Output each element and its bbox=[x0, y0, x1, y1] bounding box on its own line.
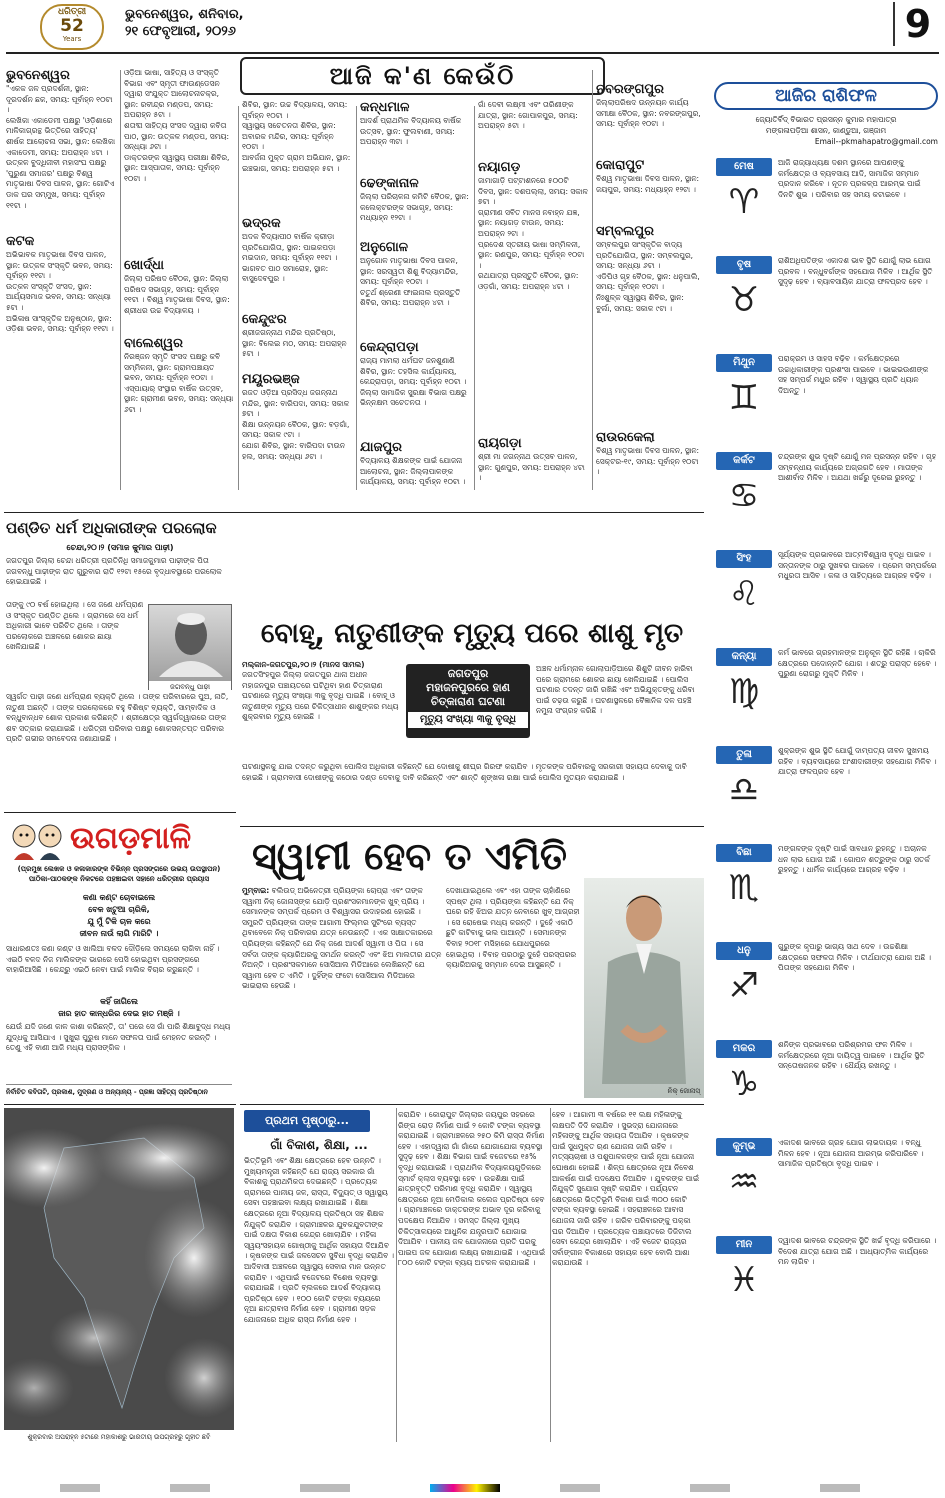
zodiac-symbol-icon: ♎ bbox=[728, 770, 760, 810]
events-column-4 bbox=[360, 100, 470, 500]
print-mark bbox=[300, 1484, 350, 1492]
event-text: ବିଶ୍ୱ ମାତୃଭାଷା ଦିବସ ପାଳନ, ସ୍ଥାନ: ଜୟପୁର, ସମୟ: ମଧ୍ୟାହ୍ନ ୧୨ଟା । bbox=[596, 174, 700, 194]
front-page-continued bbox=[240, 1108, 704, 1444]
obituary-dateline: ଚେନ୍ଦା,୨୦।୨ (ସମାଜ କୁମାର ପାଢ଼ୀ) bbox=[66, 543, 174, 552]
section-rule bbox=[240, 826, 704, 827]
obituary-text-bottom: ସ୍ୱର୍ଗତ ପାଢ଼ୀ ଜଣେ ଧର୍ମପ୍ରାଣ ବ୍ୟକ୍ତି ଥିଲେ । ତାଙ୍କ ପରିବାରରେ ପୁଅ, ନାତି, ନାତୁଣୀ ଅଛନ୍ତି । ତାଙ୍କ ପରଲୋକରେ ବହୁ ବିଶିଷ୍ଟ ବ୍ୟକ୍ତି, ସାମ୍ବାଦିକ ଓ ବନ୍ଧୁବାନ୍ଧବ ଶୋକ ପ୍ରକାଶ କରିଛନ୍ତି । ଶ୍ରୀକ୍ଷେତ୍ର ସ୍ୱର୍ଗଦ୍ୱାରରେ ତାଙ୍କ ଶବ ସତ୍କାର କରାଯାଇଛି । ଧରିତ୍ରୀ ପରିବାର ପକ୍ଷରୁ ଶୋକସନ୍ତପ୍ତ ପରିବାର ପ୍ରତି ଗଭୀର ସମବେଦନା ଜଣାଯାଇଛି । bbox=[6, 692, 229, 744]
event-text: ଶ୍ରୀ ମା ଜଗନ୍ନାଥ ଉତ୍ସବ ପାଳନ, ସ୍ଥାନ: ଗୁଣପୁର, ସମୟ: ଅପରାହ୍ନ ୪ଟା । bbox=[478, 452, 585, 483]
cartoon-figures bbox=[8, 820, 68, 860]
column-divider bbox=[120, 70, 121, 490]
main-story-text-2: ଅଞ୍ଚଳ ଧର୍ମାମ୍ନାଳ ଗୋଲାପାଡ଼ିଆରେ ଶିଶୁଟି ଜୀବନ ହାରିବା ପରେ ଗ୍ରାମରେ ଶୋକର ଛାୟା ଖେଳିଯାଇଛି । ପୋଲିସ ଘଟଣାର ତଦନ୍ତ ଜାରି ରଖିଛି ଏବଂ ଅଭିଯୁକ୍ତଙ୍କୁ ଧରିବା ପାଇଁ ଚଢ଼ଉ କରୁଛି । ଘଟଣାସ୍ଥଳରେ ବୈଜ୍ଞାନିକ ଦଳ ପହଞ୍ଚି ନମୁନା ସଂଗ୍ରହ କରିଛି । bbox=[536, 664, 695, 716]
zodiac-label-box: ମେଷ bbox=[716, 158, 772, 176]
zodiac-row bbox=[710, 352, 942, 446]
event-text: ଓଡ଼ିଆ ଭାଷା, ସାହିତ୍ୟ ଓ ସଂସ୍କୃତି ବିଭାଗ ଏବଂ ସ୍ମୃତୀ ଫାଉଣ୍ଡେସନ ଦ୍ୱାରା ସଂଯୁକ୍ତ ଆଲୋଚନାଚକ୍ର, ସ୍ଥାନ: ରବୀନ୍ଦ୍ର ମଣ୍ଡପ, ସମୟ: ଅପରାହ୍ନ ୫ଟା । ଶତାବ୍ଦୀ ସାହିତ୍ୟ ସଂସଦ ଦ୍ୱାରା କବିତା ପାଠ, ସ୍ଥାନ: ଉତ୍କଳ ମଣ୍ଡପ, ସମୟ: ସନ୍ଧ୍ୟା ୬ଟା । ଡାକ୍ତରଙ୍କ ସ୍ୱାସ୍ଥ୍ୟ ପରୀକ୍ଷା ଶିବିର, ସ୍ଥାନ: ଆସ୍ପାତାଳ, ସମୟ: ପୂର୍ବାହ୍ନ ୧୦ଟା । bbox=[124, 68, 230, 183]
front-page-label-box bbox=[244, 1110, 370, 1132]
city-heading: ବାଲେଶ୍ୱର bbox=[124, 336, 183, 351]
zodiac-row bbox=[710, 1234, 942, 1328]
celebrity-dateline: ମୁମ୍ବାଇ: bbox=[242, 886, 270, 895]
masthead-rule bbox=[6, 52, 939, 54]
front-page-col-3: ହେବ । ଆଗାମୀ ୩ ବର୍ଷରେ ୧୧ ଲକ୍ଷ ମହିଳାଙ୍କୁ ଲକ୍ଷପତି ଦିଦି କରାଯିବ । ସୁଭଦ୍ରା ଯୋଜନାରେ ମହିଳାଙ୍କୁ ଆର୍ଥିକ ସହାୟତା ଦିଆଯିବ । କୃଷକଙ୍କ ପାଇଁ ସୁଧମୁକ୍ତ ଋଣ ଯୋଜନା ଜାରି ରହିବ । ମତ୍ସ୍ୟଚାଷୀ ଓ ପଶୁପାଳକଙ୍କ ପାଇଁ ନୂଆ ଯୋଜନା ଘୋଷଣା ହୋଇଛି । ଶିଳ୍ପ କ୍ଷେତ୍ରରେ ନୂଆ ନିବେଶ ଆକର୍ଷଣ ପାଇଁ ପଦକ୍ଷେପ ନିଆଯିବ । ଯୁବକଙ୍କ ପାଇଁ ନିଯୁକ୍ତି ସୁଯୋଗ ସୃଷ୍ଟି କରାଯିବ । ପର୍ଯ୍ୟଟନ କ୍ଷେତ୍ରରେ ଭିତ୍ତିଭୂମି ବିକାଶ ପାଇଁ ୩୦୦ କୋଟି ଟଙ୍କା ବ୍ୟବସ୍ଥା ହୋଇଛି । ସହରାଞ୍ଚଳରେ ଆବାସ ଯୋଜନା ଜାରି ରହିବ । ଗରିବ ପରିବାରଙ୍କୁ ପକ୍କା ଘର ଦିଆଯିବ । ପ୍ରତ୍ୟେକ ପଞ୍ଚାୟତରେ ଡିଜିଟାଲ ସେବା କେନ୍ଦ୍ର ଖୋଲାଯିବ । ଏହି ବଜେଟ ରାଜ୍ୟର ସର୍ବାଙ୍ଗୀନ ବିକାଶରେ ସହାୟକ ହେବ ବୋଲି ଆଶା କରାଯାଉଛି । bbox=[552, 1110, 700, 1268]
zodiac-row bbox=[710, 548, 942, 642]
cartoon-title: ଉଗଡ଼ମାଳି bbox=[70, 821, 192, 856]
event-text: ସମ୍ବଲପୁର ସାଂସ୍କୃତିକ ବାଦ୍ୟ ପ୍ରତିଯୋଗିତା, ସ୍ଥାନ: ସମ୍ବଲପୁର, ସମୟ: ସନ୍ଧ୍ୟା ୬ଟା । ଏଡିପିଓ ଗୃହ ବୈଠକ, ସ୍ଥାନ: ଧନୁପାଲି, ସମୟ: ପୂର୍ବାହ୍ନ ୧୦ଟା । ନିଃଶୁଳ୍କ ସ୍ୱାସ୍ଥ୍ୟ ଶିବିର, ସ୍ଥାନ: ବୁର୍ଲା, ସମୟ: ସକାଳ ୯ଟା । bbox=[596, 240, 700, 313]
city-heading: କେନ୍ଦ୍ରାପଡ଼ା bbox=[360, 340, 419, 355]
zodiac-label-box: ତୁଳା bbox=[716, 746, 772, 764]
cartoon-verse bbox=[6, 892, 232, 940]
print-marks bbox=[0, 1480, 945, 1498]
event-text: ବିଶ୍ୱ ମାତୃଭାଷା ଦିବସ ପାଳନ, ସ୍ଥାନ: ସେକ୍ଟର-୧୯, ସମୟ: ପୂର୍ବାହ୍ନ ୧୦ଟା । bbox=[596, 446, 700, 477]
zodiac-symbol-icon: ♉ bbox=[728, 280, 760, 320]
print-mark bbox=[170, 1484, 210, 1492]
satellite-map-icon bbox=[4, 1108, 234, 1430]
astrologer-address: ମଙ୍ଗଳାପଡ଼ିଆ ଶାସନ, କାଣ୍ଡୁଆ, ଗଞ୍ଜାମ bbox=[765, 126, 887, 135]
city-heading: ନୟାଗଡ଼ bbox=[478, 160, 521, 175]
column-divider bbox=[550, 1108, 551, 1442]
zodiac-forecast-text: କର୍ମ ଭାବରେ ଗ୍ରହମାନଙ୍କ ଅନୁକୂଳ ସ୍ଥିତି ରହିଛି । ଚାକିରି କ୍ଷେତ୍ରରେ ପଦୋନ୍ନତି ଯୋଗ । ଶତ୍ରୁ ପରାସ୍ତ ହେବେ । ପୁରୁଣା ରୋଗରୁ ମୁକ୍ତି ମିଳିବ । bbox=[778, 648, 937, 679]
zodiac-forecast-text: ଏକାଦଶ ଭାବରେ ଗ୍ରହ ଯୋଗ ଲାଭଦାୟକ । ବନ୍ଧୁ ମିଳନ ହେବ । ନୂଆ ଯୋଜନା ଆରମ୍ଭ କରିପାରିବେ । ସାମାଜିକ ପ୍ରତିଷ୍ଠା ବୃଦ୍ଧି ପାଇବ । bbox=[778, 1138, 924, 1169]
print-color-bar bbox=[430, 1484, 500, 1492]
zodiac-row bbox=[710, 254, 942, 348]
zodiac-forecast-text: ଦ୍ୱାଦଶ ଭାବରେ ଚନ୍ଦ୍ରଙ୍କ ସ୍ଥିତି ଖର୍ଚ୍ଚ ବୃଦ୍ଧି କରିପାରେ । ବିଦେଶ ଯାତ୍ରା ଯୋଗ ଅଛି । ଆଧ୍ୟାତ୍ମିକ କାର୍ଯ୍ୟରେ ମନ ଲାଗିବ । bbox=[778, 1236, 937, 1267]
celebrity-photo bbox=[584, 878, 704, 1098]
logo bbox=[40, 4, 104, 50]
astrologer-info bbox=[714, 114, 938, 147]
zodiac-row bbox=[710, 156, 942, 250]
city-heading: ଢେଙ୍କାନାଳ bbox=[360, 176, 419, 191]
masthead bbox=[0, 0, 945, 54]
section-rule bbox=[240, 1104, 704, 1105]
zodiac-row bbox=[710, 842, 942, 936]
celebrity-story bbox=[240, 830, 704, 1100]
zodiac-forecast-text: ଗୁରୁଙ୍କ କୃପାରୁ ଭାଗ୍ୟ ସାଥ ଦେବ । ଉଚ୍ଚଶିକ୍ଷା କ୍ଷେତ୍ରରେ ସଫଳତା ମିଳିବ । ତୀର୍ଥଯାତ୍ରା ଯୋଗ ଅଛି । ପିତାଙ୍କ ସହଯୋଗ ମିଳିବ । bbox=[778, 942, 931, 973]
event-text: ଜିଲ୍ଲା ପରିଚାଳନା କମିଟି ବୈଠକ, ସ୍ଥାନ: କଲେକ୍ଟରଙ୍କ ସଭାଗୃହ, ସମୟ: ମଧ୍ୟାହ୍ନ ୧୨ଟା । bbox=[360, 192, 469, 223]
city-heading: ରାଉରକେଲା bbox=[596, 430, 655, 445]
main-story-text-3: ଘଟଣାସ୍ଥଳକୁ ଯାଇ ତଦନ୍ତ କରୁଥିବା ପୋଲିସ ଅଧିକାରୀ କହିଛନ୍ତି ଯେ ଦୋଷୀକୁ ଶୀଘ୍ର ଗିରଫ କରାଯିବ । ମୃତକଙ୍କ ପରିବାରକୁ ସରକାରୀ ସହାୟତା ଦେବାକୁ ଦାବି ହୋଇଛି । ଗ୍ରାମବାସୀ ଦୋଷୀଙ୍କୁ କଠୋର ଦଣ୍ଡ ଦେବାକୁ ଦାବି କରିଛନ୍ତି ଏବଂ ଶାନ୍ତି ଶୃଙ୍ଖଳା ରକ୍ଷା ପାଇଁ ପୋଲିସ ମୁତୟନ କରାଯାଇଛି । bbox=[242, 762, 687, 782]
box-line-3: ଚିତ୍କାରାଣ ଘଟଣା bbox=[430, 695, 506, 708]
dateline-date: ୨୧ ଫେବୃଆରୀ, ୨୦୨୬ bbox=[125, 24, 236, 39]
page-number: 9 bbox=[893, 2, 941, 46]
event-text: ନିରଞ୍ଜନ ସ୍ମୃତି ସଂସଦ ପକ୍ଷରୁ କବି ସମ୍ମିଳନୀ, ସ୍ଥାନ: ଗ୍ରାମପଞ୍ଚାୟତ ଭବନ, ସମୟ: ପୂର୍ବାହ୍ନ ୧୦ଟା । ଏସ୍ପାୟାର୍ ସଂସ୍ଥାର ବାର୍ଷିକ ଉତ୍ସବ, ସ୍ଥାନ: ଗ୍ରାମୀଣ ଭବନ, ସମୟ: ସନ୍ଧ୍ୟା ୬ଟା । bbox=[124, 352, 234, 414]
celebrity-headline: ସ୍ୱାମୀ ହେବ ତ ଏମିତି bbox=[252, 834, 567, 878]
zodiac-label-box: ମିଥୁନ bbox=[716, 354, 772, 372]
cartoon-verse-2 bbox=[6, 996, 232, 1020]
cartoon-subtitle-1: (ପ୍ରମୁଖ ଲେଖକ ଓ କଳାକାରଙ୍କ ବିଭିନ୍ନ ପ୍ରସଙ୍ଗରେ ଉଭୟ ଉପସ୍ଥାପନ) bbox=[17, 865, 221, 873]
zodiac-label-box: ମକର bbox=[716, 1040, 772, 1058]
rashifala-title: ଆଜିର ରାଶିଫଳ bbox=[775, 86, 877, 106]
zodiac-label-box: ମୀନ bbox=[716, 1236, 772, 1254]
astrologer-email: Email--pkmahapatro@gmail.com bbox=[814, 137, 938, 146]
city-heading: କେନ୍ଦୁଝର bbox=[242, 312, 287, 327]
zodiac-list bbox=[710, 156, 942, 1411]
astrologer-name: ଜ୍ୟୋତିର୍ବିଦ୍ ବିଭାରତ ପ୍ରସନ୍ନ କୁମାର ମହାପାତ୍ର bbox=[755, 115, 897, 124]
zodiac-label-box: ବୃଷ bbox=[716, 256, 772, 274]
obituary-text-left: ତାଙ୍କୁ ୯୦ ବର୍ଷ ହୋଇଥିଲା । ସେ ଜଣେ ଧର୍ମପ୍ରାଣ ଓ ସଂସ୍କୃତ ପଣ୍ଡିତ ଥିଲେ । ଗ୍ରାମରେ ସେ ଧର୍ମ ଅଧିକାରୀ ଭାବେ ପରିଚିତ ଥିଲେ । ତାଙ୍କ ପରଲୋକରେ ଅଞ୍ଚଳରେ ଶୋକର ଛାୟା ଖେଳିଯାଇଛି । bbox=[6, 600, 144, 652]
obituary-section bbox=[0, 512, 236, 810]
rashifala-title-bar bbox=[714, 82, 938, 110]
rashifala-section bbox=[710, 56, 942, 1411]
celebrity-text-1: ମୁମ୍ବାଇ: ବଲିଉଡ୍ ଅଭିନେତ୍ରୀ ପ୍ରିୟଙ୍କା ଚୋପ୍ରା ଏବଂ ତାଙ୍କ ସ୍ୱାମୀ ନିକ୍ ଜୋନାସ୍‌ଙ୍କ ଯୋଡ଼ି ପ୍ରଶଂସକମାନଙ୍କ ଖୁବ୍ ପ୍ରିୟ । ସେମାନଙ୍କ ସମ୍ପର୍କ ପ୍ରେମ ଓ ବିଶ୍ୱାସର ଉଦାହରଣ ହୋଇଛି । ସମ୍ପ୍ରତି ପ୍ରିୟଙ୍କା ତାଙ୍କ ଆଗାମୀ ଫିଲ୍ମର ସୁଟିଂରେ ବ୍ୟସ୍ତ ଥିବାବେଳେ ନିକ୍ ପରିବାରର ଯତ୍ନ ନେଉଛନ୍ତି । ଏକ ସାକ୍ଷାତକାରରେ ପ୍ରିୟଙ୍କା କହିଛନ୍ତି ଯେ ନିକ୍ ଜଣେ ଆଦର୍ଶ ସ୍ୱାମୀ ଓ ପିତା । ସେ ସର୍ବଦା ତାଙ୍କ କ୍ୟାରିଅରକୁ ସମର୍ଥନ କରନ୍ତି ଏବଂ ଝିଅ ମାଲତୀର ଯତ୍ନ ନିଅନ୍ତି । ପ୍ରଶଂସକମାନେ ସୋସିଆଲ ମିଡିଆରେ ଲେଖିଛନ୍ତି ଯେ ସ୍ୱାମୀ ହେବ ତ ଏମିତି । ଦୁହିଁଙ୍କ ଫଟୋ ସୋସିଆଲ ମିଡିଆରେ ଭାଇରାଲ ହେଉଛି । bbox=[242, 886, 442, 991]
dateline bbox=[125, 6, 345, 40]
portrait-icon bbox=[149, 605, 233, 677]
satellite-image bbox=[4, 1108, 234, 1430]
event-text: ଜାମାଗାଡ଼ି ପଟ୍ଟାଶନରେ ୫୦୦ଟି ଦିବସ, ସ୍ଥାନ: ଦଶପଲ୍ଲା, ସମୟ: ସକାଳ ୭ଟା । ଗ୍ରାମୀଣ ସବିତ ମାନସ ନବାହ୍ନ ଯଜ୍ଞ, ସ୍ଥାନ: ନୟାଗଡ଼ ଟାଉନ, ସମୟ: ଅପରାହ୍ନ ୨ଟା । ପ୍ରଦେଶ ସ୍ତରୀୟ ଭାଷା ସମ୍ମିଳନୀ, ସ୍ଥାନ: ରଣପୁର, ସମୟ: ପୂର୍ବାହ୍ନ ୧୦ଟା । ରଥଯାତ୍ରା ପ୍ରସ୍ତୁତି ବୈଠକ, ସ୍ଥାନ: ଓଡ଼ଗାଁ, ସମୟ: ଅପରାହ୍ନ ୪ଟା । bbox=[478, 176, 588, 291]
event-text: ଜିଲ୍ଲାପରିଷଦ ଉନ୍ନୟନ କାର୍ଯ୍ୟ ସମୀକ୍ଷା ବୈଠକ, ସ୍ଥାନ: ନବରଙ୍ଗପୁର, ସମୟ: ପୂର୍ବାହ୍ନ ୧୦ଟା । bbox=[596, 98, 701, 129]
events-column-6 bbox=[596, 70, 702, 500]
event-text: ଅନୁଗୋଳ ମାତୃଭାଷା ଦିବସ ପାଳନ, ସ୍ଥାନ: ସରସ୍ୱତୀ ଶିଶୁ ବିଦ୍ୟାମନ୍ଦିର, ସମୟ: ପୂର୍ବାହ୍ନ ୧୦ଟା । ଚତୁର୍ଥ ଶ୍ରେଣୀ ଫାଇନାଲ ପ୍ରସ୍ତୁତି ଶିବିର, ସମୟ: ଅପରାହ୍ନ ୪ଟା । bbox=[360, 256, 461, 308]
person-photo-icon bbox=[584, 878, 704, 1084]
zodiac-symbol-icon: ♈ bbox=[728, 182, 760, 222]
event-text: ଆଦର୍ଶ ପ୍ରାଥମିକ ବିଦ୍ୟାଳୟ ବାର୍ଷିକ ଉତ୍ସବ, ସ୍ଥାନ: ଫୁଲବାଣୀ, ସମୟ: ଅପରାହ୍ନ ୩ଟା । bbox=[360, 116, 462, 147]
city-heading: ଯାଜପୁର bbox=[360, 440, 403, 455]
main-story-box bbox=[406, 664, 530, 738]
main-story bbox=[240, 612, 704, 818]
section-rule bbox=[4, 812, 236, 813]
event-text: ରଜତ ଓଡ଼ିଆ ପ୍ରସିଦ୍ଧ ଜଗନ୍ନାଥ ମନ୍ଦିର, ସ୍ଥାନ: ବାରିପଦା, ସମୟ: ସକାଳ ୭ଟା । ଶିକ୍ଷା ଉନ୍ନୟନ ବୈଠକ, ସ୍ଥାନ: ବଡ଼ଗାଁ, ସମୟ: ସକାଳ ୯ଟା । ଯୋଗ ଶିବିର, ସ୍ଥାନ: ବାରିପଦା ଟାଉନ ହଲ, ସମୟ: ସନ୍ଧ୍ୟା ୬ଟା । bbox=[242, 388, 350, 461]
event-text: ଅଭିଭାବକ ମାତୃଭାଷା ଦିବସ ପାଳନ, ସ୍ଥାନ: ଉତ୍କଳ ସଂସ୍କୃତି ଭବନ, ସମୟ: ପୂର୍ବାହ୍ନ ୧୧ଟା । ଉତ୍କଳ ସଂସ୍କୃତି ସଂସଦ, ସ୍ଥାନ: ଆର୍ଯ୍ୟସମାଜ ଭବନ, ସମୟ: ସନ୍ଧ୍ୟା ୫ଟା । ଅଭିଳାଷ ସାଂସ୍କୃତିକ ଅନୁଷ୍ଠାନ, ସ୍ଥାନ: ଓଡ଼ିଶା ଭବନ, ସମୟ: ପୂର୍ବାହ୍ନ ୧୧ଟା । bbox=[6, 250, 114, 334]
celebrity-text-2: ଦେଖାଯାଇଥିଲେ ଏବଂ ଏହା ତାଙ୍କ ଚାହାଁଣିରେ ସ୍ପଷ୍ଟ ଥିଲା । ପ୍ରିୟଙ୍କା କହିଛନ୍ତି ଯେ ନିକ୍ ଘରେ ରହି ଝିଅର ଯତ୍ନ ନେବାରେ ଖୁବ୍ ଆଗ୍ରହୀ । ସେ ରୋଷେଇ ମଧ୍ୟ କରନ୍ତି । ଦୁହେଁ ଏକାଠି ଛୁଟି କାଟିବାକୁ ଭଲ ପାଆନ୍ତି । ସେମାନଙ୍କ ବିବାହ ୨୦୧୮ ମସିହାରେ ଯୋଧପୁରରେ ହୋଇଥିଲା । ବିବାହ ପରଠାରୁ ଦୁହେଁ ପରସ୍ପରର କ୍ୟାରିଅରକୁ ସମ୍ମାନ ଦେଇ ଆସୁଛନ୍ତି । bbox=[446, 886, 580, 970]
city-heading: ରାୟଗଡ଼ା bbox=[478, 436, 522, 451]
city-heading: ଅନୁଗୋଳ bbox=[360, 240, 409, 255]
zodiac-row bbox=[710, 1136, 942, 1230]
zodiac-forecast-text: ଶୁକ୍ରଙ୍କ ଶୁଭ ସ୍ଥିତି ଯୋଗୁଁ ଦାମ୍ପତ୍ୟ ଜୀବନ ସୁଖମୟ ରହିବ । ବ୍ୟବସାୟରେ ଅଂଶୀଦାରୀଙ୍କ ସହଯୋଗ ମିଳିବ । ଯାତ୍ରା ଫଳପ୍ରଦ ହେବ । bbox=[778, 746, 937, 777]
column-divider bbox=[592, 70, 593, 490]
cartoon-faces-icon bbox=[8, 820, 68, 860]
column-divider bbox=[238, 106, 239, 490]
verse-line: ବେଳ ଖଟୁଆ ଚାରିକି, bbox=[88, 905, 150, 914]
events-column-1 bbox=[6, 68, 116, 503]
zodiac-label-box: କୁମ୍ଭ bbox=[716, 1138, 772, 1156]
zodiac-forecast-text: ଚନ୍ଦ୍ରଙ୍କ ଶୁଭ ଦୃଷ୍ଟି ଯୋଗୁଁ ମନ ପ୍ରସନ୍ନ ରହିବ । ଗୃହ ସମ୍ବନ୍ଧୀୟ କାର୍ଯ୍ୟରେ ଅଗ୍ରଗତି ହେବ । ମାତାଙ୍କ ଆଶୀର୍ବାଦ ମିଳିବ । ଅଯଥା ଖର୍ଚ୍ଚରୁ ଦୂରେଇ ରୁହନ୍ତୁ । bbox=[778, 452, 937, 483]
zodiac-symbol-icon: ♋ bbox=[728, 476, 760, 516]
zodiac-label-box: ଧନୁ bbox=[716, 942, 772, 960]
event-text: ଜିଲ୍ଲା ପରିଷଦ ବୈଠକ, ସ୍ଥାନ: ଜିଲ୍ଲା ପରିଷଦ ସଭାଗୃହ, ସମୟ: ପୂର୍ବାହ୍ନ ୧୧ଟା । ବିଶ୍ୱ ମାତୃଭାଷା ଦିବସ, ସ୍ଥାନ: ଶ୍ରୀଧର ଉଚ୍ଚ ବିଦ୍ୟାଳୟ । bbox=[124, 274, 230, 315]
event-text: ଗାଁ ଦେବୀ ଲକ୍ଷ୍ମୀ ଏବଂ ତାରିଣୀଙ୍କ ଯାତ୍ରା, ସ୍ଥାନ: ଗୋପାଳପୁର, ସମୟ: ଅପରାହ୍ନ ୫ଟା । bbox=[478, 100, 578, 131]
column-divider bbox=[356, 106, 357, 490]
print-mark bbox=[820, 1484, 860, 1492]
column-divider bbox=[474, 106, 475, 490]
zodiac-row bbox=[710, 646, 942, 740]
verse-line: ଜାର ହାତ କାନ୍ଧରିର ଦେଇ ହାତ ମଞ୍ଜି । bbox=[58, 1009, 180, 1018]
zodiac-row bbox=[710, 450, 942, 544]
zodiac-symbol-icon: ♐ bbox=[728, 966, 760, 1006]
zodiac-label-box: ସିଂହ bbox=[716, 550, 772, 568]
event-text: ଅଦକ ବିଦ୍ୟାପୀଠ ବାର୍ଷିକ କ୍ରୀଡ଼ା ପ୍ରତିଯୋଗିତା, ସ୍ଥାନ: ପାଇକପଡ଼ା ମଇଦାନ, ସମୟ: ପୂର୍ବାହ୍ନ ୧୧ଟା । ଭାଗବତ ପାଠ ସମାରୋହ, ସ୍ଥାନ: ବାସୁଦେବପୁର । bbox=[242, 232, 338, 284]
obituary-photo bbox=[148, 604, 232, 690]
zodiac-forecast-text: ରାଶିଅଧିପତିଙ୍କ ଏକାଦଶ ଭାବ ସ୍ଥିତି ଯୋଗୁଁ ଲାଭ ଯୋଗ ପ୍ରବଳ । ବନ୍ଧୁବର୍ଗଙ୍କ ସହଯୋଗ ମିଳିବ । ଆର୍ଥିକ ସ୍ଥିତି ସୁଦୃଢ଼ ହେବ । ବ୍ୟାବସାୟିକ ଯାତ୍ରା ଫଳପ୍ରଦ ହେବ । bbox=[778, 256, 933, 287]
city-heading: ଭୁବନେଶ୍ୱର bbox=[6, 68, 70, 83]
verse-line: ଜୀବନ ନାଉଁ ଲାଗି ମାରିଟି । bbox=[79, 929, 159, 938]
events-column-3 bbox=[242, 100, 352, 500]
event-text: ବିଦ୍ୟାଳୟ ଶିକ୍ଷକଙ୍କ ପାଇଁ ଯୋଜନା ଆଲୋଚନା, ସ୍ଥାନ: ଜିଲ୍ଲାପାଳଙ୍କ କାର୍ଯ୍ୟାଳୟ, ସମୟ: ପୂର୍ବାହ୍ନ ୧୦ଟା । bbox=[360, 456, 466, 487]
column-divider bbox=[396, 1108, 397, 1442]
box-line-2: ମହାଜନପୁରରେ ହାଣ bbox=[426, 681, 510, 694]
obituary-text-top: ଜଗତପୁର ଜିଲ୍ଲା ଚେନ୍ଦା ଧରିତ୍ରୀ ପ୍ରତିନିଧି ସମାଜକୁମାର ପାଢ଼ୀଙ୍କ ପିତା ଜଗବନ୍ଧୁ ପାଢ଼ୀଙ୍କ ରାତ ଗୁରୁବାର ରାତି ୧୨ଟା ୧୫ରେ ବୃଦ୍ଧାବସ୍ଥାରେ ପରଲୋକ ହୋଇଯାଇଛି । bbox=[6, 556, 222, 587]
print-mark bbox=[60, 1484, 100, 1492]
city-heading: କନ୍ଧମାଳ bbox=[360, 100, 410, 115]
logo-number: 52 bbox=[60, 16, 84, 36]
city-heading: ଖୋର୍ଦ୍ଧା bbox=[124, 258, 164, 273]
front-page-col-2: କରାଯିବ । କୋରାପୁଟ ଜିଲ୍ଲାର ଜୟପୁର ସହରରେ ରିଙ୍ଗ ରୋଡ଼ ନିର୍ମାଣ ପାଇଁ ୨ କୋଟି ଟଙ୍କା ବ୍ୟବସ୍ଥା କରାଯାଇଛି । ଗ୍ରାମାଞ୍ଚଳରେ ୨୫୦ କିମି ରାସ୍ତା ନିର୍ମାଣ ହେବ । ଏହାଦ୍ୱାରା ଗାଁ ଗାଁରେ ଯୋଗାଯୋଗ ବ୍ୟବସ୍ଥା ସୁଦୃଢ଼ ହେବ । ଶିକ୍ଷା ବିଭାଗ ପାଇଁ ବଜେଟରେ ୧୫% ବୃଦ୍ଧି କରାଯାଇଛି । ପ୍ରାଥମିକ ବିଦ୍ୟାଳୟଗୁଡ଼ିକରେ ସ୍ମାର୍ଟ କ୍ଲାସ ବ୍ୟବସ୍ଥା ହେବ । ଉଚ୍ଚଶିକ୍ଷା ପାଇଁ ଛାତ୍ରବୃତ୍ତି ପରିମାଣ ବୃଦ୍ଧି କରାଯିବ । ସ୍ୱାସ୍ଥ୍ୟ କ୍ଷେତ୍ରରେ ନୂଆ ମେଡିକାଲ କଲେଜ ପ୍ରତିଷ୍ଠା ହେବ । ଗ୍ରାମାଞ୍ଚଳରେ ଡାକ୍ତରଙ୍କ ଅଭାବ ଦୂର କରିବାକୁ ପଦକ୍ଷେପ ନିଆଯିବ । ସମସ୍ତ ଜିଲ୍ଲା ମୁଖ୍ୟ ଚିକିତ୍ସାଳୟରେ ଆଧୁନିକ ଯନ୍ତ୍ରପାତି ଯୋଗାଇ ଦିଆଯିବ । ପାନୀୟ ଜଳ ଯୋଜନାରେ ପ୍ରତି ଘରକୁ ପାଇପ ଜଳ ଯୋଗାଣ ଲକ୍ଷ୍ୟ ରଖାଯାଇଛି । ଏଥିପାଇଁ ୮୦୦ କୋଟି ଟଙ୍କା ବ୍ୟୟ ଅଟକଳ କରାଯାଇଛି । bbox=[398, 1110, 546, 1268]
zodiac-label-box: ବିଛା bbox=[716, 844, 772, 862]
weather-section bbox=[0, 1108, 236, 1444]
zodiac-label-box: କନ୍ୟା bbox=[716, 648, 772, 666]
zodiac-symbol-icon: ♏ bbox=[728, 868, 760, 908]
section-rule bbox=[4, 1104, 236, 1105]
event-text: ରାଜ୍ୟ ମାମଲା ଧର୍ମଘଟ ଜନଶୁଣାଣି ଶିବିର, ସ୍ଥାନ: ତହସିଲ କାର୍ଯ୍ୟାଳୟ, କେନ୍ଦ୍ରାପଡ଼ା, ସମୟ: ପୂର୍ବାହ୍ନ ୧୦ଟା । ଜିଲ୍ଲା ସାମାଜିକ ସୁରକ୍ଷା ବିଭାଗ ପକ୍ଷରୁ ଭିନ୍ନକ୍ଷମ ସଚେତନତା । bbox=[360, 356, 467, 408]
zodiac-symbol-icon: ♓ bbox=[728, 1260, 760, 1300]
zodiac-symbol-icon: ♑ bbox=[728, 1064, 760, 1104]
section-rule bbox=[4, 512, 704, 513]
city-heading: କଟକ bbox=[6, 234, 35, 249]
front-page-col-1: ଭିତ୍ତିଭୂମି ଏବଂ ଶିକ୍ଷା କ୍ଷେତ୍ରରେ ହେବ ଉନ୍ନତି । ମୁଖ୍ୟମନ୍ତ୍ରୀ କହିଛନ୍ତି ଯେ ରାଜ୍ୟ ସରକାର ଗାଁ ବିକାଶକୁ ପ୍ରାଥମିକତା ଦେଇଛନ୍ତି । ପ୍ରତ୍ୟେକ ଗ୍ରାମରେ ପାନୀୟ ଜଳ, ରାସ୍ତା, ବିଦ୍ୟୁତ୍ ଓ ସ୍ୱାସ୍ଥ୍ୟ ସେବା ପହଞ୍ଚାଇବା ଲକ୍ଷ୍ୟ ରଖାଯାଇଛି । ଶିକ୍ଷା କ୍ଷେତ୍ରରେ ନୂଆ ବିଦ୍ୟାଳୟ ପ୍ରତିଷ୍ଠା ସହ ଶିକ୍ଷକ ନିଯୁକ୍ତି କରାଯିବ । ଗ୍ରାମାଞ୍ଚଳର ଯୁବକଯୁବତୀଙ୍କ ପାଇଁ ଦକ୍ଷତା ବିକାଶ କେନ୍ଦ୍ର ଖୋଲାଯିବ । ମହିଳା ସ୍ୱୟଂସହାୟକ ଗୋଷ୍ଠୀକୁ ଆର୍ଥିକ ସହାୟତା ଦିଆଯିବ । କୃଷକଙ୍କ ପାଇଁ ଜଳସେଚନ ସୁବିଧା ବୃଦ୍ଧି କରାଯିବ । ଆଦିବାସୀ ଅଞ୍ଚଳରେ ସ୍ୱାସ୍ଥ୍ୟ ସେବାର ମାନ ଉନ୍ନତ କରାଯିବ । ଏଥିପାଇଁ ବଜେଟରେ ବିଶେଷ ବ୍ୟବସ୍ଥା କରାଯାଇଛି । ପ୍ରତି ବ୍ଲକରେ ଆଦର୍ଶ ବିଦ୍ୟାଳୟ ପ୍ରତିଷ୍ଠା ହେବ । ୧୦୦ କୋଟି ଟଙ୍କା ବ୍ୟୟରେ ନୂଆ ଛାତ୍ରାବାସ ନିର୍ମାଣ ହେବ । ଗ୍ରାମୀଣ ସଡ଼କ ଯୋଜନାରେ ଅଧିକ ରାସ୍ତା ନିର୍ମାଣ ହେବ । bbox=[244, 1156, 394, 1324]
zodiac-forecast-text: ଶନିଙ୍କ ପ୍ରଭାବରେ ପରିଶ୍ରମର ଫଳ ମିଳିବ । କର୍ମକ୍ଷେତ୍ରରେ ନୂଆ ଦାୟିତ୍ୱ ପାଇବେ । ଆର୍ଥିକ ସ୍ଥିତି ସନ୍ତୋଷଜନକ ରହିବ । ଧୈର୍ଯ୍ୟ ରଖନ୍ତୁ । bbox=[778, 1040, 925, 1071]
obituary-headline: ପଣ୍ଡିତ ଧର୍ମ ଅଧିକାରୀଙ୍କ ପରଲୋକ bbox=[6, 519, 217, 537]
print-mark bbox=[560, 1484, 600, 1492]
celebrity-photo-caption: ନିକ୍ ଜୋନାସ୍ bbox=[667, 1087, 700, 1095]
events-section bbox=[0, 56, 705, 506]
logo-text: ଧରିତ୍ରୀ bbox=[57, 7, 87, 17]
event-text: ଶିବିର, ସ୍ଥାନ: ଉଚ୍ଚ ବିଦ୍ୟାଳୟ, ସମୟ: ପୂର୍ବାହ୍ନ ୧୦ଟା । ସ୍ୱାସ୍ଥ୍ୟ ସଚେତନତା ଶିବିର, ସ୍ଥାନ: ଅବାରକ ମନ୍ଦିର, ସମୟ: ପୂର୍ବାହ୍ନ ୧୦ଟା । ଆବର୍ଜନା ମୁକ୍ତ ଗ୍ରାମ ଅଭିଯାନ, ସ୍ଥାନ: ଇଞ୍ଚଭାଗ, ସମୟ: ଅପରାହ୍ନ ୫ଟା । bbox=[242, 100, 351, 173]
obituary-photo-caption: ଜଗବନ୍ଧୁ ପାଢ଼ୀ bbox=[149, 681, 231, 693]
zodiac-forecast-text: ପରାକ୍ରମ ଓ ସାହସ ବଢ଼ିବ । କର୍ମକ୍ଷେତ୍ରରେ ଉଚ୍ଚାଧିକାରୀଙ୍କ ପ୍ରଶଂସା ପାଇବେ । ଭାଇଭଉଣୀଙ୍କ ସହ ସମ୍ପର୍କ ମଧୁର ରହିବ । ସ୍ୱାସ୍ଥ୍ୟ ପ୍ରତି ଧ୍ୟାନ ଦିଅନ୍ତୁ । bbox=[778, 354, 929, 395]
zodiac-symbol-icon: ♊ bbox=[728, 378, 760, 418]
zodiac-row bbox=[710, 744, 942, 838]
zodiac-forecast-text: ମଙ୍ଗଳଙ୍କ ଦୃଷ୍ଟି ପାଇଁ ସାବଧାନ ରୁହନ୍ତୁ । ଅଚାନକ ଧନ ଲାଭ ଯୋଗ ଅଛି । ଗୋପନ ଶତ୍ରୁଙ୍କ ଠାରୁ ସତର୍କ ରୁହନ୍ତୁ । ଧାର୍ମିକ କାର୍ଯ୍ୟରେ ଆଗ୍ରହ ବଢ଼ିବ । bbox=[778, 844, 930, 875]
main-story-headline: ବୋହୂ, ନାତୁଣୀଙ୍କ ମୃତ୍ୟୁ ପରେ ଶାଶୁ ମୃତ bbox=[260, 618, 684, 649]
cartoon-credit: ନିର୍ବାଚିତ କବିତାଟି, ପ୍ରକାଶ, ମୁଦ୍ରଣ ଓ ଅନ୍ୟାନ୍ୟ - ପ୍ରଜ୍ଞା ସାହିତ୍ୟ ପ୍ରତିଷ୍ଠାନ bbox=[6, 1084, 232, 1097]
front-page-label: ପ୍ରଥମ ପୃଷ୍ଠାରୁ... bbox=[265, 1114, 349, 1127]
zodiac-forecast-text: ଆଜି ରାଜ୍ୟାଧ୍ୟକ୍ଷ ଦଶମ ସ୍ଥାନରେ ଆପଣଙ୍କୁ କର୍ମକ୍ଷେତ୍ର ଓ ବ୍ୟବସାୟ ଆଦି, ସାମାଜିକ ସମ୍ମାନ ପ୍ରଦାନ କରିବେ । ନୂତନ ପ୍ରକଳ୍ପ ଆରମ୍ଭ ପାଇଁ ଦିନଟି ଶୁଭ । ପରିବାର ସହ ସମୟ କଟାଇବେ । bbox=[778, 158, 921, 199]
events-banner-title: ଆଜି କ'ଣ କେଉଁଠି bbox=[329, 62, 516, 90]
print-mark bbox=[690, 1484, 730, 1492]
verse-line: କଣା କଣ୍ଟ ଚୋବାଇଲେ bbox=[82, 893, 156, 902]
cartoon-section bbox=[0, 812, 236, 1102]
city-heading: ନବରଙ୍ଗପୁର bbox=[596, 82, 665, 97]
event-text: "ଏକକ ଜଳ ପ୍ରଦର୍ଶନୀ, ସ୍ଥାନ: ଦୂରଦର୍ଶନ ଛକ, ସମୟ: ପୂର୍ବାହ୍ନ ୧୦ଟା । ଲେଖିକା ଏକାଡେମୀ ପକ୍ଷରୁ 'ଓଡ଼ିଶାରେ ମାଳିକାଗ୍ରନ୍ଥ ଭିତ୍ତିରେ ସାହିତ୍ୟ' ଶୀର୍ଷକ ଆଲୋଚନା ସଭା, ସ୍ଥାନ: ଲେଖିକା ଏକାଡେମୀ, ସମୟ: ଅପରାହ୍ନ ୪ଟା । ଉତ୍କଳ ବୁଦ୍ଧିଜୀବୀ ମହାସଂଘ ପକ୍ଷରୁ 'ପୁରୁଣା ସମାଜର' ପକ୍ଷରୁ ବିଶ୍ୱ ମାତୃଭାଷା ଦିବସ ପାଳନ, ସ୍ଥାନ: ଗୋଟିଏ ଡାକ ଘର ସମ୍ମୁଖ, ସମୟ: ପୂର୍ବାହ୍ନ ୧୧ଟା । bbox=[6, 84, 116, 210]
city-heading: ଭଦ୍ରକ bbox=[242, 216, 281, 231]
verse-line: କହିଁ ଜାଗିଲେ bbox=[100, 997, 138, 1006]
logo-years: Years bbox=[62, 35, 82, 43]
events-column-5 bbox=[478, 100, 588, 500]
dateline-city: ଭୁବନେଶ୍ୱର, ଶନିବାର, bbox=[125, 7, 244, 22]
zodiac-symbol-icon: ♒ bbox=[728, 1162, 760, 1202]
main-story-text-1: ଜଗତସିଂହପୁର ଜିଲ୍ଲା ଜଗତପୁର ଥାନା ଅଧୀନ ମହାଜନପୁର ପଞ୍ଚାୟତରେ ଘଟିଥିବା ହାଣ ଚିତ୍କାରାଣ ଘଟଣାରେ ମୃତ୍ୟୁ ସଂଖ୍ୟା ୩କୁ ବୃଦ୍ଧି ପାଇଛି । ବୋହୂ ଓ ନାତୁଣୀଙ୍କ ମୃତ୍ୟୁ ପରେ ଚିକିତ୍ସାଧୀନ ଶାଶୁଙ୍କର ମଧ୍ୟ ଶୁକ୍ରବାର ମୃତ୍ୟୁ ହୋଇଛି । bbox=[242, 670, 399, 722]
cartoon-text-2: ଯେଉଁ ଯଦି ଜଣେ କାଳ କାଶା କରିଛନ୍ତି, ତା' ପରେ ସେ ଗାଁ ପାରି ଶିକ୍ଷାବୁଦ୍ଧ ମଧ୍ୟ ଯୁଦ୍ଧକୁ ଆସିଯାଏ । ସୁଖୁରା ପୁରୁଷ ମାନେ ସଫଳତା ପାଇଁ ମେହନତ କରନ୍ତି । ତେଣୁ ଏହି ବାଣୀ ଆଜି ମଧ୍ୟ ପ୍ରାସଙ୍ଗିକ । bbox=[6, 1022, 231, 1053]
zodiac-symbol-icon: ♌ bbox=[728, 574, 760, 614]
event-text: ଶ୍ରୀଜଗନ୍ନାଥ ମନ୍ଦିର ପ୍ରତିଷ୍ଠା, ସ୍ଥାନ: ବିଲେଇ ମଠ, ସମୟ: ଅପରାହ୍ନ ୫ଟା । bbox=[242, 328, 347, 359]
city-heading: ସମ୍ବଲପୁର bbox=[596, 224, 654, 239]
events-column-2 bbox=[124, 68, 234, 503]
city-heading: କୋରାପୁଟ bbox=[596, 158, 645, 173]
box-line-1: ଜଗତପୁର bbox=[447, 667, 489, 680]
cartoon-subtitle-2: ପାଠିକା-ପାଠକଙ୍କ ନିକଟରେ ପହଞ୍ଚାଇବା ସହାନେ ଧରିତ୍ରୀର ପ୍ରୟାସ bbox=[28, 875, 210, 883]
zodiac-label-box: କର୍କଟ bbox=[716, 452, 772, 470]
zodiac-row bbox=[710, 940, 942, 1034]
weather-caption: ଶୁକ୍ରବାର ଅପରାହ୍ନ ୫ଟାରେ ମହାକାଶରୁ ଭାରତୀୟ ଉପଗ୍ରହରୁ ଗୃହୀତ ଛବି bbox=[27, 1433, 211, 1441]
main-story-dateline: ମଲ୍କାନ-ଜଗତପୁର,୨୦।୨ (ମାନସ ସାମଲ) bbox=[242, 660, 365, 669]
cartoon-text-1: ସାଧାରଣତଃ କଣା କଣ୍ଟ ଓ ଖାଲିଆ ବଳଦ ଦୌଡ଼ିଲେ ସମୟରେ ଲାଗିବା ନାହିଁ । ଏଇଠି ବଳଦ ନିଜ ମାଲିକଙ୍କ ଭାରରେ ପେସି ହୋଇଥିବା ପ୍ରସଙ୍ଗରେ ବାହାରିଆସିଛି । କେନ୍ଦ୍ରୁ ଏଇଠି ନେବା ପାଇଁ ମାଲିକ ବିଚାର କରୁଛନ୍ତି । bbox=[6, 944, 220, 975]
zodiac-symbol-icon: ♍ bbox=[728, 672, 760, 712]
front-page-headline: ଗାଁ ବିକାଶ, ଶିକ୍ଷା, ... bbox=[270, 1138, 368, 1152]
verse-line: ଯୁ ମୁଁ ଟିକି ଚାଳ କରେ bbox=[87, 917, 151, 926]
city-heading: ମୟୂରଭଞ୍ଜ bbox=[242, 372, 300, 387]
box-line-4: ମୃତ୍ୟୁ ସଂଖ୍ୟା ୩କୁ ବୃଦ୍ଧି bbox=[408, 712, 528, 728]
zodiac-forecast-text: ସୂର୍ଯ୍ୟଙ୍କ ପ୍ରଭାବରେ ଆତ୍ମବିଶ୍ୱାସ ବୃଦ୍ଧି ପାଇବ । ସନ୍ତାନଙ୍କ ଠାରୁ ସୁଖବର ପାଇବେ । ପ୍ରେମ ସମ୍ପର୍କରେ ମଧୁରତା ଆସିବ । କଳା ଓ ସାହିତ୍ୟରେ ଆଗ୍ରହ ବଢ଼ିବ । bbox=[778, 550, 937, 581]
zodiac-row bbox=[710, 1038, 942, 1132]
